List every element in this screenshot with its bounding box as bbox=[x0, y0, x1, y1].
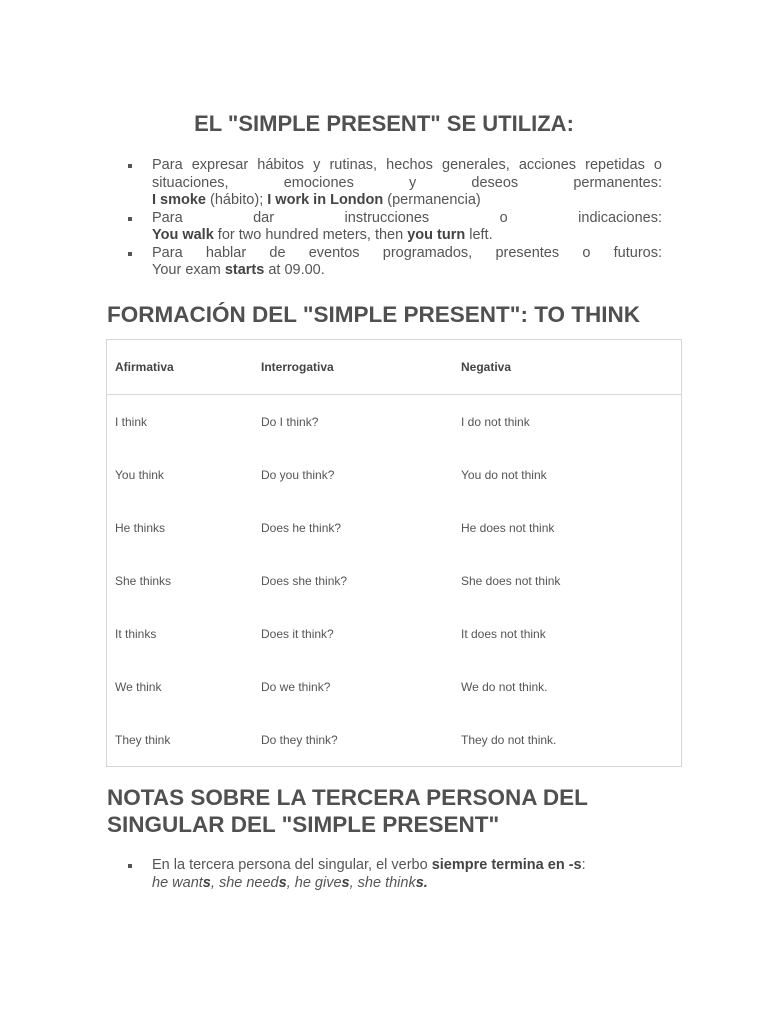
table-cell: I do not think bbox=[461, 414, 530, 429]
uses-list bbox=[128, 157, 662, 280]
table-cell: He thinks bbox=[115, 520, 166, 535]
example-suffix: s. bbox=[415, 874, 428, 891]
example-sep: , bbox=[210, 874, 219, 891]
section-title-uses: EL "SIMPLE PRESENT" SE UTILIZA: bbox=[194, 111, 574, 136]
bullet-icon bbox=[128, 217, 132, 221]
table-cell: Do they think? bbox=[261, 732, 338, 747]
table-cell: Does he think? bbox=[261, 520, 342, 535]
bullet-text: Para expresar hábitos y rutinas, hechos generales, acciones repetidas o bbox=[152, 157, 662, 173]
example-note: (permanencia) bbox=[383, 192, 481, 208]
example-note: (hábito); bbox=[206, 192, 268, 208]
column-header: Afirmativa bbox=[107, 340, 254, 395]
note-text: En la tercera persona del singular, el verbo bbox=[152, 857, 432, 873]
example-text: for two hundred meters, then bbox=[213, 227, 408, 243]
example-bold: You walk bbox=[152, 227, 214, 243]
table-cell: I think bbox=[115, 414, 148, 429]
example-bold: starts bbox=[224, 262, 265, 278]
table-cell: He does not think bbox=[461, 520, 555, 535]
note-bold: siempre termina en -s bbox=[431, 857, 582, 873]
column-header: Interrogativa bbox=[253, 340, 453, 395]
example-suffix: s bbox=[278, 874, 287, 891]
table-row bbox=[107, 501, 682, 554]
table-cell: She does not think bbox=[461, 573, 561, 588]
example-suffix: s bbox=[202, 874, 211, 891]
bullet-icon bbox=[128, 252, 132, 256]
conjugation-table bbox=[106, 339, 682, 767]
table-cell: Does it think? bbox=[261, 626, 334, 641]
table-header-row bbox=[107, 340, 682, 395]
bullet-text: situaciones, emociones y deseos permanentes: bbox=[152, 174, 662, 191]
note-text: : bbox=[581, 857, 586, 873]
table-cell: It does not think bbox=[461, 626, 546, 641]
title-line: SINGULAR DEL "SIMPLE PRESENT" bbox=[107, 812, 500, 837]
table-row bbox=[107, 713, 682, 767]
example-text: at 09.00. bbox=[264, 262, 325, 278]
bullet-example bbox=[152, 227, 662, 245]
list-item bbox=[128, 157, 662, 210]
bullet-icon bbox=[128, 864, 132, 868]
bullet-text: Para dar instrucciones o indicaciones: bbox=[152, 209, 662, 226]
example-text: left. bbox=[465, 227, 493, 243]
example-bold: I work in London bbox=[267, 192, 384, 208]
table-row bbox=[107, 554, 682, 607]
table-cell: It thinks bbox=[115, 626, 157, 641]
table-cell: Do you think? bbox=[261, 467, 335, 482]
bullet-text: Para hablar de eventos programados, presentes o futuros: bbox=[152, 244, 662, 261]
table-row bbox=[107, 448, 682, 501]
section-title-notes bbox=[107, 784, 707, 838]
table-cell: Does she think? bbox=[261, 573, 348, 588]
table-cell: They do not think. bbox=[461, 732, 557, 747]
example-stem: he want bbox=[152, 874, 203, 891]
bullet-icon bbox=[128, 164, 132, 168]
example-stem: she need bbox=[218, 874, 279, 891]
table-cell: They think bbox=[115, 732, 171, 747]
table-cell: Do I think? bbox=[261, 414, 319, 429]
table-cell: We think bbox=[115, 679, 162, 694]
bullet-text bbox=[152, 857, 662, 875]
list-item bbox=[128, 857, 662, 892]
example-sep: , bbox=[286, 874, 295, 891]
title-line: NOTAS SOBRE LA TERCERA PERSONA DEL bbox=[107, 785, 588, 810]
column-header: Negativa bbox=[453, 340, 682, 395]
bullet-example bbox=[152, 262, 662, 280]
table-cell: You think bbox=[115, 467, 164, 482]
table-row bbox=[107, 660, 682, 713]
examples-line bbox=[152, 875, 662, 893]
table-row bbox=[107, 607, 682, 660]
bullet-example bbox=[152, 192, 662, 210]
table-cell: We do not think. bbox=[461, 679, 548, 694]
table-cell: Do we think? bbox=[261, 679, 331, 694]
section-title-formation: FORMACIÓN DEL "SIMPLE PRESENT": TO THINK bbox=[107, 302, 641, 327]
table-cell: You do not think bbox=[461, 467, 547, 482]
example-suffix: s bbox=[341, 874, 350, 891]
table-cell: She thinks bbox=[115, 573, 172, 588]
notes-list bbox=[128, 857, 662, 892]
list-item bbox=[128, 210, 662, 245]
example-text: Your exam bbox=[152, 262, 225, 278]
example-bold: you turn bbox=[407, 227, 466, 243]
example-sep: , bbox=[349, 874, 358, 891]
example-stem: she think bbox=[357, 874, 416, 891]
list-item bbox=[128, 245, 662, 280]
example-bold: I smoke bbox=[152, 192, 206, 208]
example-stem: he give bbox=[294, 874, 342, 891]
table-row bbox=[107, 395, 682, 449]
